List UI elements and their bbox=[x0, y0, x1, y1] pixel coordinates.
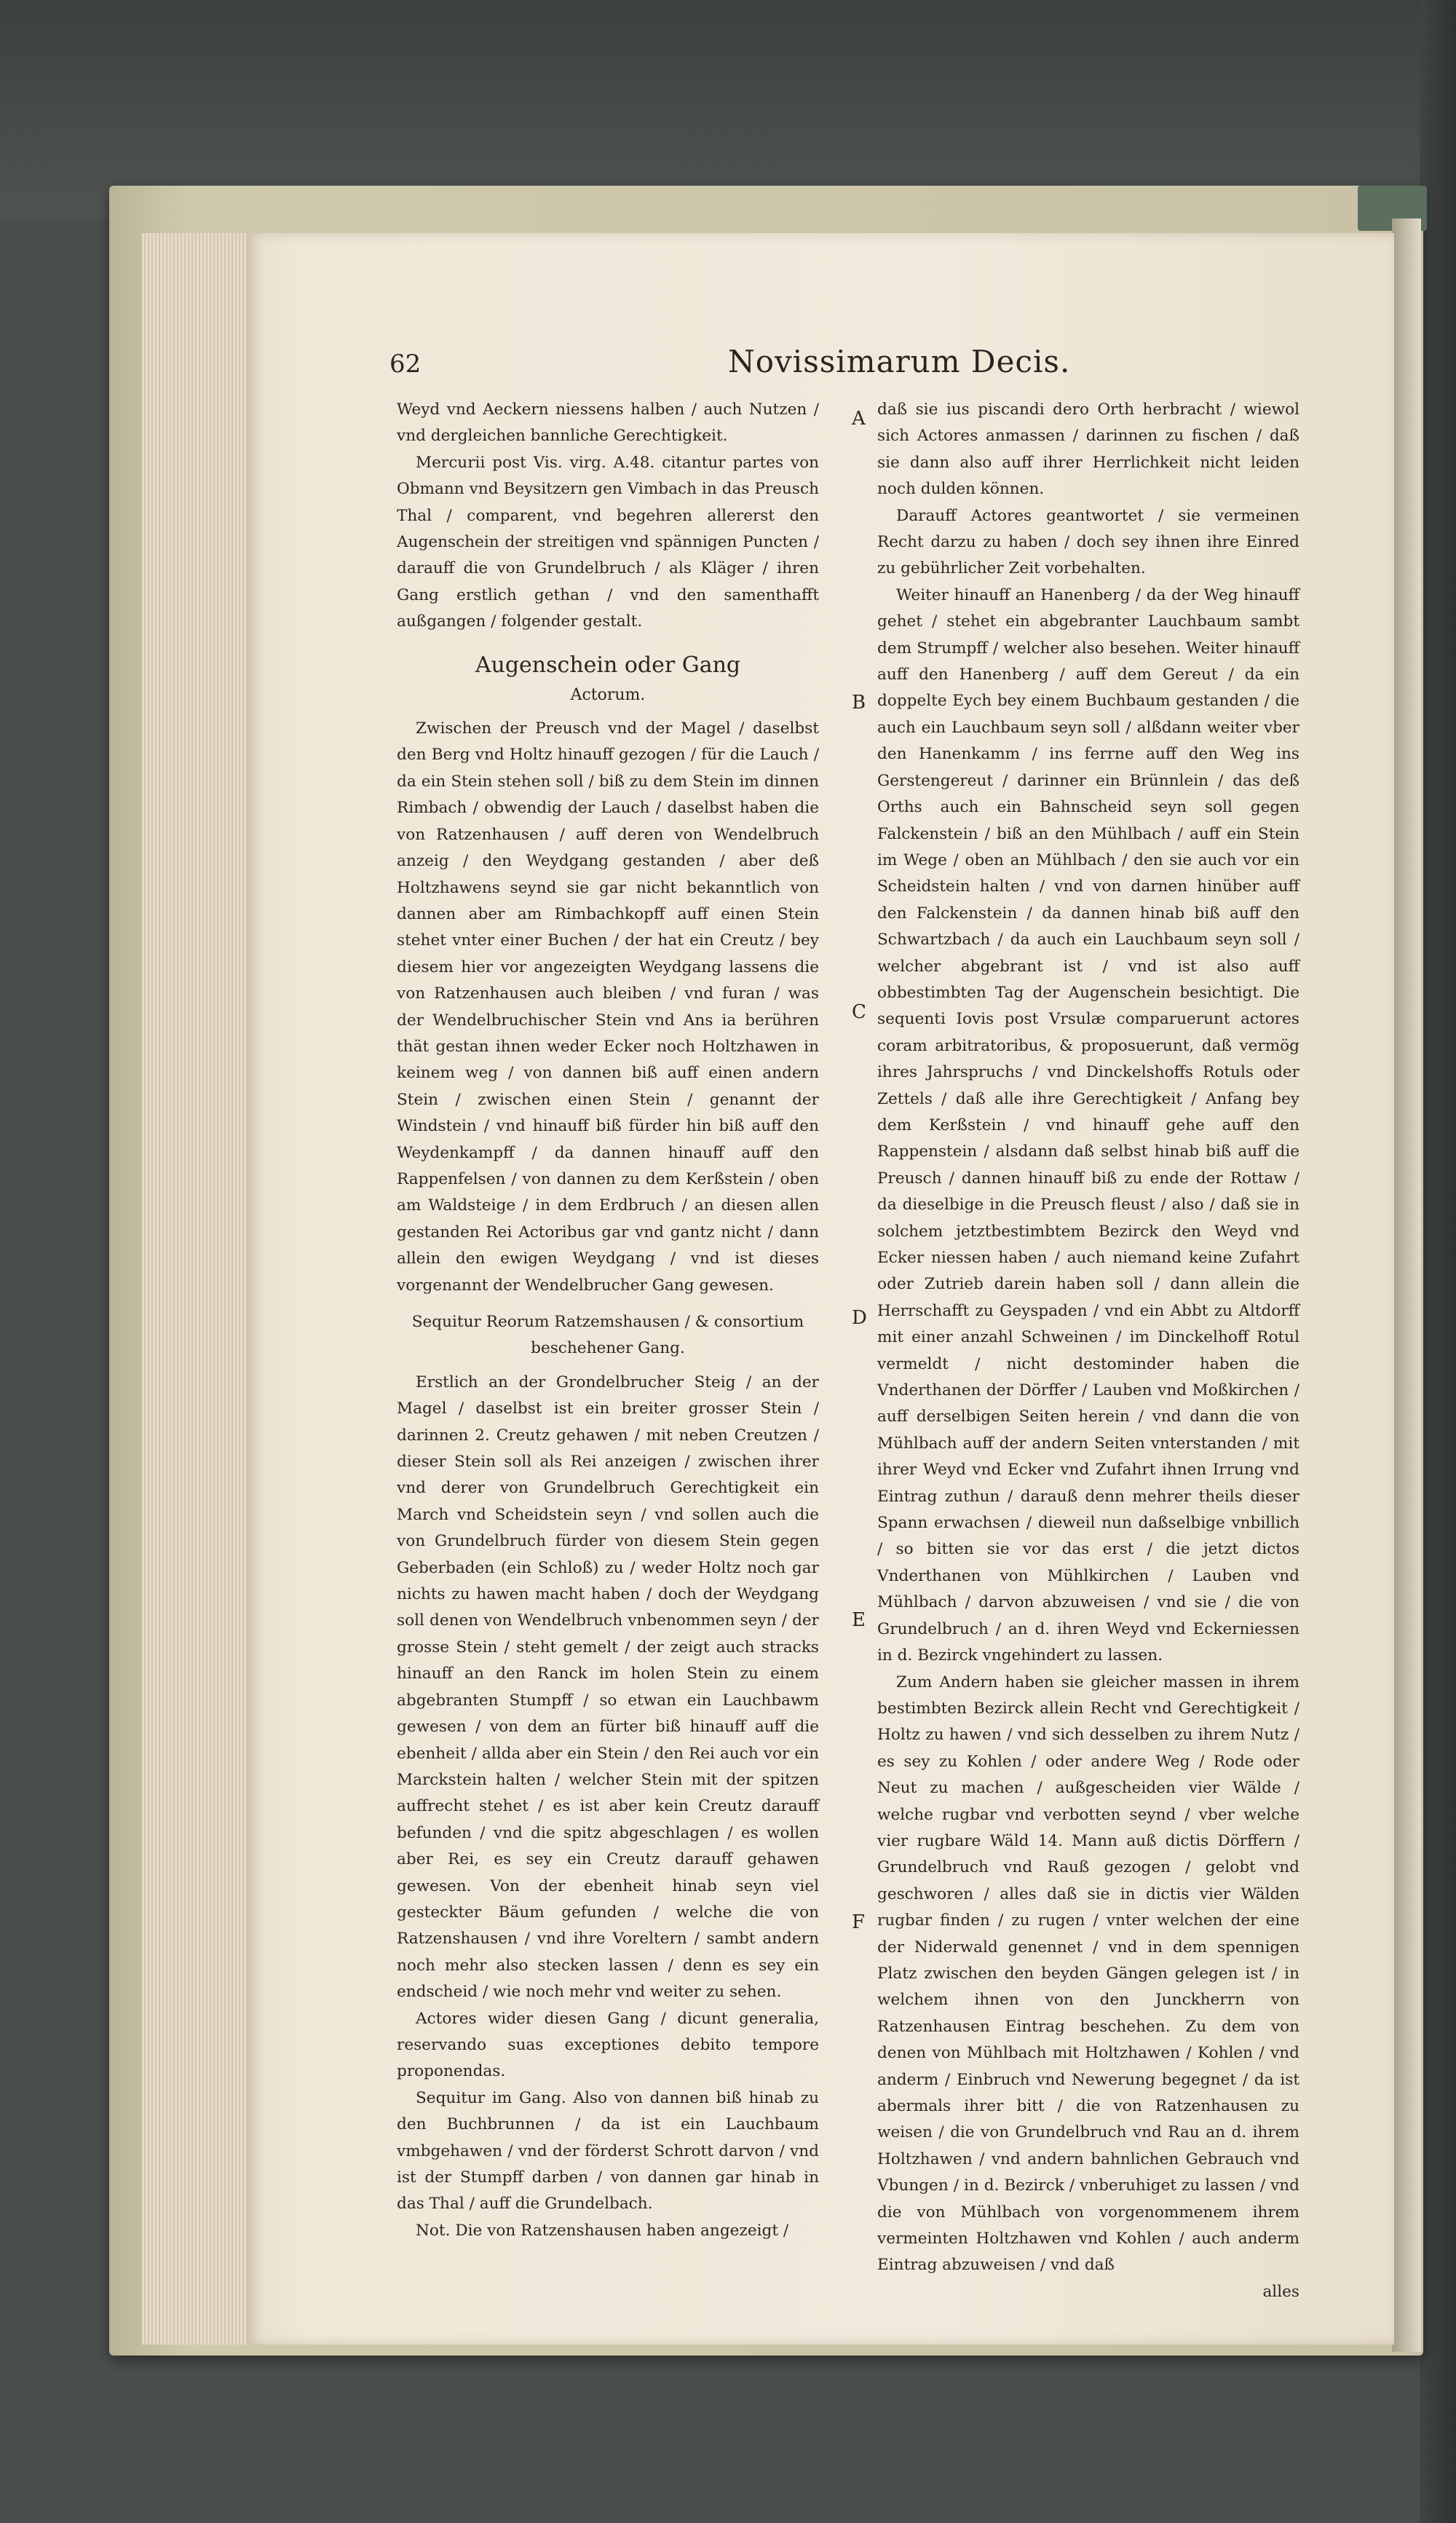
paragraph: Mercurii post Vis. virg. A.48. citantur partes von Obmann vnd Beysitzern gen Vimbach in das Preusch Thal / comparent, vnd begehren allererst den Augenschein der streitigen vnd spännigen Puncten / darauff die von Grundelbruch / als Kläger / ihren Gang erstlich gethan / vnd den samenthafft außgangen / folgender gestalt. bbox=[397, 453, 819, 631]
margin-letter: A bbox=[852, 408, 866, 430]
section-subheading: Actorum. bbox=[570, 685, 646, 704]
paragraph: Zum Andern haben sie gleicher massen in ihrem bestimbten Bezirck allein Recht vnd Gerechtigkeit / Holtz zu hawen / vnd sich desselben zu ihrem Nutz / es sey zu Kohlen / oder andere Weg / Rode oder Neut zu machen / außgescheiden vier Wälde / welche rugbar vnd verbotten seynd / vber welche vier rugbare Wäld 14. Mann auß dictis Dörffern / Grundelbruch vnd Rauß gezogen / gelobt vnd geschworen / alles daß sie in dictis vier Wälden rugbar finden / zu rugen / vnter welchen der eine der Niderwald genennet / vnd in dem spennigen Platz zwischen den beyden Gängen gelegen ist / in welchem ihnen von den Junckherrn von Ratzenhausen Eintrag beschehen. Zu dem von denen von Mühlbach mit Holtzhawen / Kohlen / vnd anderm / Einbruch vnd Newerung begegnet / da ist abermals ihrer bitt / die von Ratzenhausen zu weisen / die von Grundelbruch vnd Rau an d. ihrem Holtzhawen / vnd andern bahnlichen Gebrauch vnd Vbungen / in d. Bezirck / vnberuhiget zu lassen / vnd die von Mühlbach von vorgenommenem ihrem vermeinten Holtzhawen vnd Kohlen / auch anderm Eintrag abzuweisen / vnd daß bbox=[877, 1673, 1299, 2275]
paragraph: daß sie ius piscandi dero Orth herbracht / wiewol sich Actores anmassen / darinnen zu fischen / daß sie dann also auff ihrer Herrlichkeit nicht leiden noch dulden können. bbox=[877, 400, 1299, 499]
margin-letter: F bbox=[852, 1911, 866, 1933]
paragraph: Sequitur im Gang. Also von dannen biß hinab zu den Buchbrunnen / da ist ein Lauchbaum vmbgehawen / vnd der förderst Schrott darvon / vnd ist der Stumpff darben / von dannen gar hinab in das Thal / auff die Grundelbach. bbox=[397, 2088, 819, 2214]
page-number: 62 bbox=[389, 350, 422, 379]
section-heading: Sequitur Reorum Ratzemshausen / & consortium beschehener Gang. bbox=[411, 1313, 804, 1358]
margin-letter: B bbox=[852, 692, 866, 714]
backdrop-edge bbox=[1420, 0, 1456, 2523]
paragraph: Darauff Actores geantwortet / sie vermeinen Recht darzu zu haben / doch sey ihnen ihre Einred zu gebührlicher Zeit vorbehalten. bbox=[877, 506, 1299, 578]
right-column bbox=[877, 397, 1299, 2305]
left-column bbox=[397, 397, 819, 2244]
paragraph: Erstlich an der Grondelbrucher Steig / an der Magel / daselbst ist ein breiter grosser Stein / darinnen 2. Creutz gehawen / mit neben Creutzen / dieser Stein soll als Rei anzeigen / zwischen ihrer vnd derer von Grundelbruch Gerechtigkeit ein March vnd Scheidstein seyn / vnd sollen auch die von Grundelbruch fürder von diesem Stein gegen Geberbaden (ein Schloß) zu / weder Holtz noch gar nichts zu hawen macht haben / doch der Weydgang soll denen von Wendelbruch vnbenommen seyn / der grosse Stein / steht gemelt / der zeigt auch stracks hinauff an den Ranck im holen Stein zu einem abgebranten Stumpff / so etwan ein Lauchbawm gewesen / von dem an fürter biß hinauff auff die ebenheit / allda aber ein Stein / den Rei auch vor ein Marckstein halten / welcher Stein mit der spitzen auffrecht stehet / es ist aber kein Creutz darauff befunden / vnd die spitz abgeschlagen / es wollen aber Rei, es sey ein Creutz darauff gehawen gewesen. Von der ebenheit hinab seyn viel gesteckter Bäum gefunden / welche die von Ratzenshausen / vnd ihre Voreltern / sambt andern noch mehr also stecken lassen / denn es sey ein endscheid / wie noch mehr vnd weiter zu sehen. bbox=[397, 1373, 819, 2002]
paragraph: Weiter hinauff an Hanenberg / da der Weg hinauff gehet / stehet ein abgebranter Lauchbaum sambt dem Strumpff / welcher also besehen. Weiter hinauff auff den Hanenberg / auff dem Gereut / da ein doppelte Eych bey einem Buchbaum gestanden / die auch ein Lauchbaum seyn soll / alßdann weiter vber den Hanenkamm / ins ferrne auff den Weg ins Gerstengereut / darinner ein Brünnlein / das deß Orths auch ein Bahnscheid seyn soll gegen Falckenstein / biß an den Mühlbach / auff ein Stein im Wege / oben an Mühlbach / den sie auch vor ein Scheidstein halten / vnd von darnen hinüber auff den Falckenstein / da dannen hinab biß auff den Schwartzbach / da auch ein Lauchbaum seyn soll / welcher abgebrant ist / vnd ist also auff obbestimbten Tag der Augenschein besichtigt. Die sequenti Iovis post Vrsulæ comparuerunt actores coram arbitratoribus, & proposuerunt, daß vermög ihres Jahrspruchs / vnd Dinckelshoffs Rotuls oder Zettels / daß alle ihre Gerechtigkeit / Anfang bey dem Kerßstein / vnd hinauff gehe auff den Rappenstein / alsdann daß selbst hinab biß auff die Preusch / dannen hinauff biß zu ende der Rottaw / da dieselbige in die Preusch fleust / also / daß sie in solchem jetztbestimbtem Bezirck den Weyd vnd Ecker niessen haben / auch niemand keine Zufahrt oder Zutrieb darein haben soll / dann allein die Herrschafft zu Geyspaden / vnd ein Abbt zu Altdorff mit einer anzahl Schweinen / im Dinckelhoff Rotul vermeldt / nicht destominder haben die Vnderthanen der Dörffer / Lauben vnd Moßkirchen / auff derselbigen Seiten herein / vnd dann die von Mühlbach auff der andern Seiten vnterstanden / mit ihrer Weyd vnd Ecker vnd Zufahrt ihnen Irrung vnd Eintrag zuthun / darauß denn mehrer theils dieser Spann erwachsen / dieweil nun daßselbige vnbillich / so bitten sie vor das erst / die jetzt dictos Vnderthanen von Mühlkirchen / Lauben vnd Mühlbach / darvon abzuweisen / vnd sie / die von Grundelbruch / an d. ihren Weyd vnd Eckerniessen in d. Bezirck vngehindert zu lassen. bbox=[877, 585, 1299, 1665]
paragraph: Actores wider diesen Gang / dicunt generalia, reservando suas exceptiones debito tempore proponendas. bbox=[397, 2009, 819, 2081]
margin-letter: E bbox=[852, 1609, 866, 1631]
running-head: Novissimarum Decis. bbox=[728, 344, 1071, 379]
page-block-edge bbox=[142, 233, 253, 2345]
paragraph: Zwischen der Preusch vnd der Magel / daselbst den Berg vnd Holtz hinauff gezogen / für die Lauch / da ein Stein stehen soll / biß zu dem Stein im dinnen Rimbach / obwendig der Lauch / daselbst haben die von Ratzenhausen / auff deren von Wendelbruch anzeig / den Weydgang gestanden / aber deß Holtzhawens seynd sie gar nicht bekanntlich von dannen aber am Rimbachkopff auff einen Stein stehet vnter einer Buchen / der hat ein Creutz / bey diesem hier vor angezeigten Weydgang lassens die von Ratzenhausen auch bleiben / vnd furan / was der Wendelbruchischer Stein vnd Ans ia berühren thät gestan ihnen weder Ecker noch Holtzhawen in keinem weg / von dannen biß auff einen andern Stein / zwischen einen Stein / genannt der Windstein / vnd hinauff biß fürder hin biß auff den Weydenkampff / da dannen hinauff auff den Rappenfelsen / von dannen zu dem Kerßstein / oben am Waldsteige / in dem Erdbruch / an diesen allen gestanden Rei Actoribus gar vnd gantz nicht / dann allein den ewigen Weydgang / vnd ist dieses vorgenannt der Wendelbrucher Gang gewesen. bbox=[397, 719, 819, 1295]
facing-page-edge bbox=[1392, 218, 1421, 2352]
margin-letter: C bbox=[852, 1001, 866, 1023]
margin-letter: D bbox=[852, 1307, 867, 1329]
paragraph: Not. Die von Ratzenshausen haben angezeigt / bbox=[416, 2221, 789, 2240]
paragraph: Weyd vnd Aeckern niessens halben / auch Nutzen / vnd dergleichen bannliche Gerechtigkeit. bbox=[397, 400, 819, 446]
page-header bbox=[389, 344, 1365, 386]
catchword: alles bbox=[1262, 2282, 1299, 2301]
section-heading: Augenschein oder Gang bbox=[475, 652, 741, 678]
